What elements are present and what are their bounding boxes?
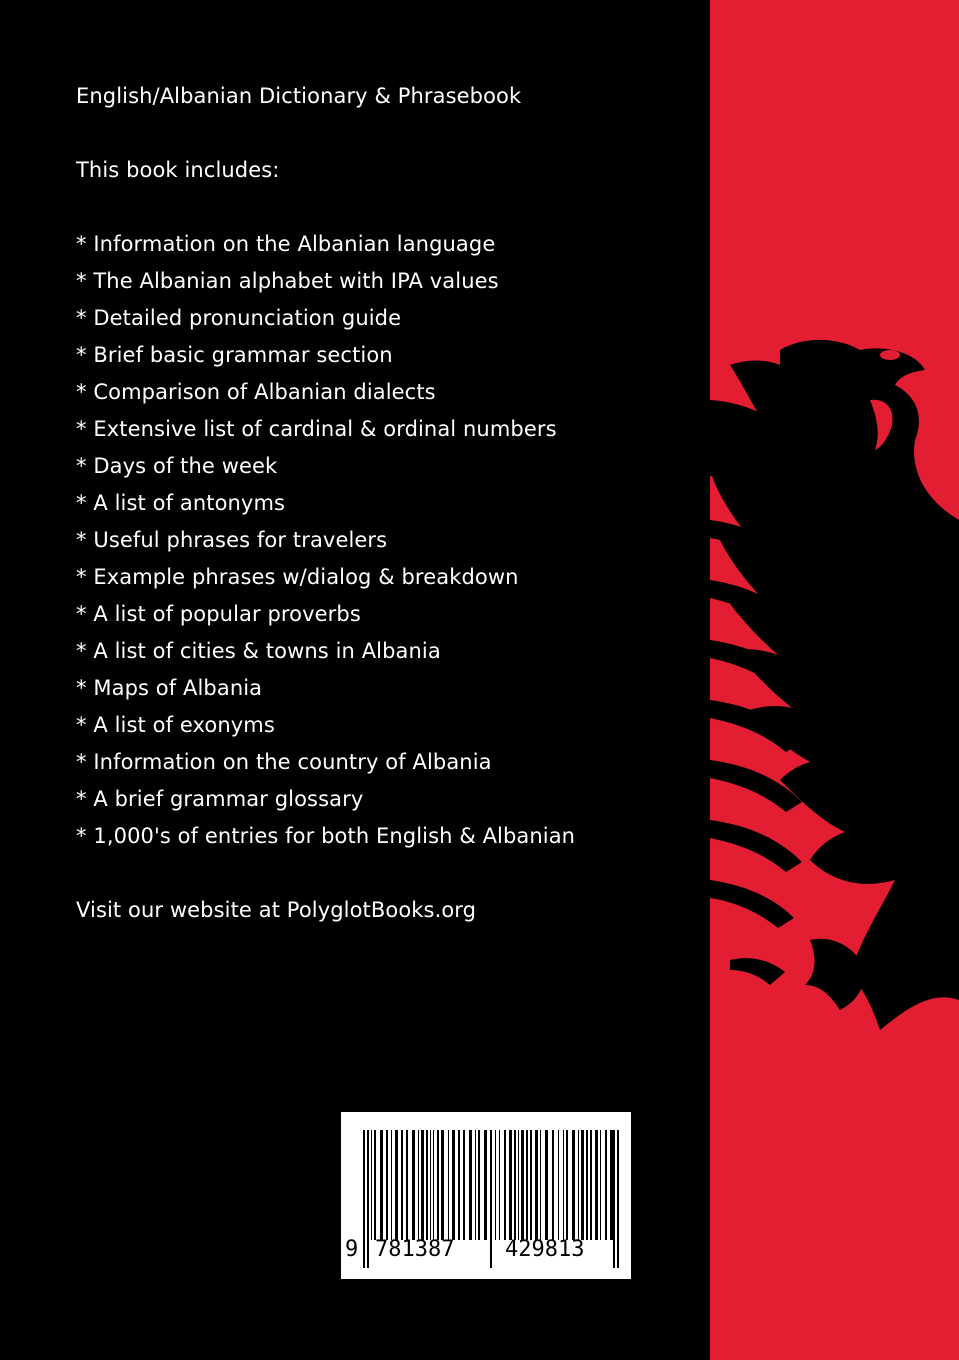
barcode-bar — [475, 1130, 476, 1240]
barcode-bar — [504, 1130, 506, 1240]
barcode-bar — [518, 1130, 519, 1240]
barcode-bar — [572, 1130, 575, 1240]
website-line: Visit our website at PolyglotBooks.org — [76, 898, 477, 922]
feature-item: * A list of antonyms — [76, 491, 286, 515]
barcode-bar — [441, 1130, 444, 1240]
barcode-bar — [401, 1130, 403, 1240]
cover-text — [76, 78, 696, 929]
feature-item: * Information on the country of Albania — [76, 750, 492, 774]
barcode-bar — [521, 1130, 524, 1240]
barcode-bar — [610, 1130, 613, 1240]
barcode-lead-digit: 9 — [345, 1237, 359, 1262]
feature-list — [76, 226, 696, 855]
barcode-bar — [452, 1130, 455, 1240]
feature-item: * Brief basic grammar section — [76, 343, 393, 367]
barcode-bar — [367, 1130, 369, 1268]
barcode-bar — [545, 1130, 548, 1240]
albanian-flag-band — [710, 0, 959, 1360]
barcode-bar — [421, 1130, 424, 1240]
barcode-bar — [395, 1130, 398, 1240]
book-title: English/Albanian Dictionary & Phrasebook — [76, 84, 522, 108]
barcode-bar — [433, 1130, 434, 1240]
barcode-bar — [490, 1130, 492, 1268]
barcode-bar — [617, 1130, 619, 1268]
barcode-bar — [386, 1130, 388, 1240]
feature-item: * Comparison of Albanian dialects — [76, 380, 436, 404]
barcode-bar — [526, 1130, 528, 1240]
barcode-left-digits: 781387 — [375, 1237, 455, 1262]
barcode-bar — [600, 1130, 601, 1240]
feature-item: * A list of cities & towns in Albania — [76, 639, 441, 663]
barcode-bar — [540, 1130, 541, 1240]
feature-item: * Information on the Albanian language — [76, 232, 496, 256]
feature-item: * A brief grammar glossary — [76, 787, 364, 811]
barcode-bar — [380, 1130, 383, 1240]
feature-item: * Maps of Albania — [76, 676, 263, 700]
barcode-bar — [363, 1130, 365, 1268]
barcode-bar — [391, 1130, 392, 1240]
barcode-bar — [448, 1130, 449, 1240]
barcode-bar — [469, 1130, 472, 1240]
double-headed-eagle-icon — [710, 0, 959, 1360]
barcode-bar — [484, 1130, 487, 1240]
barcode-bar — [412, 1130, 415, 1240]
barcode-bar — [458, 1130, 460, 1240]
barcode-bar — [430, 1130, 431, 1240]
barcode-bar — [578, 1130, 579, 1240]
barcode-bar — [437, 1130, 439, 1240]
feature-item: * Extensive list of cardinal & ordinal numbers — [76, 417, 557, 441]
barcode-right-digits: 429813 — [505, 1237, 585, 1262]
feature-item: * Days of the week — [76, 454, 278, 478]
barcode-bar — [613, 1130, 615, 1268]
feature-item: * The Albanian alphabet with IPA values — [76, 269, 499, 293]
barcode-bar — [590, 1130, 592, 1240]
barcode-bar — [374, 1130, 376, 1240]
barcode-bar — [463, 1130, 465, 1240]
barcode-bar — [581, 1130, 584, 1240]
feature-item: * Useful phrases for travelers — [76, 528, 388, 552]
barcode-bar — [371, 1130, 372, 1240]
barcode-bar — [499, 1130, 500, 1240]
barcode-bar — [478, 1130, 480, 1240]
barcode-bar — [586, 1130, 588, 1240]
feature-item: * A list of popular proverbs — [76, 602, 361, 626]
barcode-bar — [406, 1130, 408, 1240]
barcode-bar — [418, 1130, 419, 1240]
barcode-bar — [426, 1130, 428, 1240]
barcode-bar — [514, 1130, 516, 1240]
barcode-bar — [566, 1130, 568, 1240]
barcode-bar — [605, 1130, 607, 1240]
barcode-bar — [535, 1130, 538, 1240]
barcode-bar — [595, 1130, 598, 1240]
barcode-bar — [563, 1130, 564, 1240]
feature-item: * Example phrases w/dialog & breakdown — [76, 565, 519, 589]
feature-item: * Detailed pronunciation guide — [76, 306, 402, 330]
barcode-bar — [558, 1130, 559, 1240]
barcode-bar — [552, 1130, 554, 1240]
feature-item: * A list of exonyms — [76, 713, 275, 737]
barcode-bar — [530, 1130, 532, 1240]
feature-item: * 1,000's of entries for both English & Albanian — [76, 824, 576, 848]
barcode-bar — [495, 1130, 496, 1240]
barcode-bar — [509, 1130, 512, 1240]
includes-label: This book includes: — [76, 158, 280, 182]
isbn-barcode — [341, 1112, 631, 1279]
